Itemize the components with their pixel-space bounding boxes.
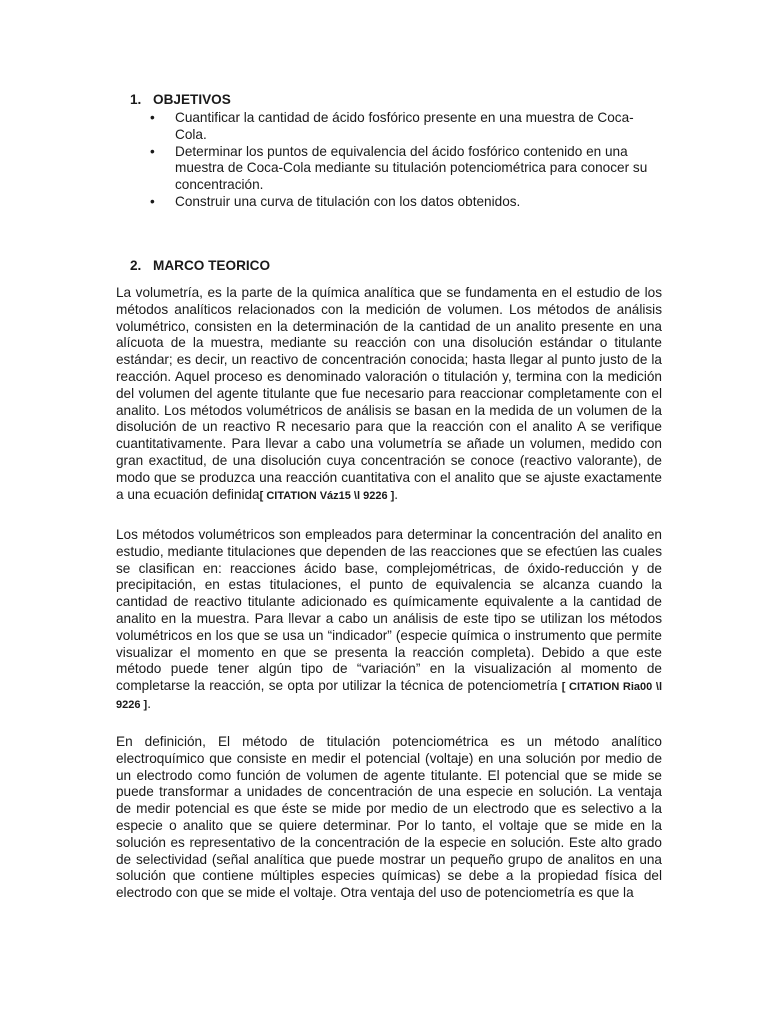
bullet-icon: • [150,110,155,125]
list-item [0,194,768,211]
paragraph-end: . [147,695,151,711]
objectives-heading [130,92,231,109]
objectives-list [0,110,768,211]
citation-field: [ CITATION Váz15 \l 9226 ] [259,489,395,502]
theory-paragraph-1 [116,285,662,504]
paragraph-text: En definición, El método de titulación potenciométrica es un método analítico electroquímico que consiste en medir el potencial (voltaje) en una solución por medio de un electrodo como función de volumen de agente titulante. El potencial que se mide se puede transformar a unidades de concentración de una especie en solución. La ventaja de medir potencial es que éste se mide por medio de un electrodo que es selectivo a la especie o analito que se quiere determinar. Por lo tanto, el voltaje que se mide en la solución es representativo de la concentración de la especie en solución. Este alto grado de selectividad (señal analítica que puede mostrar un pequeño grupo de analitos en una solución que contiene múltiples especies químicas) se debe a la propiedad física del electrodo con que se mide el voltaje. Otra ventaja del uso de potenciometría es que la [116,734,662,901]
citation-field: [ CITATION Ria00 \l 9226 ] [116,681,663,711]
theory-heading [130,258,270,275]
list-item [0,144,768,194]
objective-text: Determinar los puntos de equivalencia del ácido fosfórico contenido en una muestra de Coca-Cola mediante su titulación potenciométrica para conocer su concentración. [175,143,648,193]
objective-text: Construir una curva de titulación con los datos obtenidos. [175,193,521,209]
paragraph-text: Los métodos volumétricos son empleados para determinar la concentración del analito en estudio, mediante titulaciones que dependen de las reacciones que se efectúen las cuales se clasifican en: reacciones ácido base, complejométricas, de óxido-reducción y de precipitación, en estas titulaciones, el punto de equivalencia se alcanza cuando la cantidad de reactivo titulante adicionado es químicamente equivalente a la cantidad de analito en la muestra. Para llevar a cabo un análisis de este tipo se utilizan los métodos volumétricos en los que se usa un “indicador” (especie química o instrumento que permite visualizar el momento en que se presenta la reacción completa). Debido a que este método puede tener algún tipo de “variación” en la visualización al momento de completarse la reacción, se opta por utilizar la técnica de potenciometría [116,527,662,694]
bullet-icon: • [150,143,155,159]
objectives-title: OBJETIVOS [153,92,231,107]
objective-text: Cuantificar la cantidad de ácido fosfórico presente en una muestra de Coca-Cola. [175,110,634,142]
theory-paragraph-2 [116,527,662,714]
bullet-icon: • [150,193,155,209]
theory-paragraph-3 [116,734,662,902]
paragraph-end: . [394,486,399,502]
list-item [0,110,768,144]
objectives-number: 1. [130,92,142,107]
paragraph-text: La volumetría, es la parte de la química analítica que se fundamenta en el estudio de los métodos analíticos relacionados con la medición de volumen. Los métodos de análisis volumétrico, consisten en la determinación de la cantidad de un analito presente en una alícuota de la muestra, mediante su reacción con una disolución estándar o titulante estándar; es decir, un reactivo de concentración conocida; hasta llegar al punto justo de la reacción. Aquel proceso es denominado valoración o titulación y, termina con la medición del volumen del agente titulante que fue necesario para reaccionar completamente con el analito. Los métodos volumétricos de análisis se basan en la medida de un volumen de la disolución de un reactivo R necesario para que la reacción con el analito A se verifique cuantitativamente. Para llevar a cabo una volumetría se añade un volumen, medido con gran exactitud, de una disolución cuya concentración se conoce (reactivo valorante), de modo que se produzca una reacción cuantitativa con el analito que se ajuste exactamente a una ecuación definida [116,285,662,502]
theory-title: MARCO TEORICO [153,258,271,273]
theory-number: 2. [130,258,142,273]
